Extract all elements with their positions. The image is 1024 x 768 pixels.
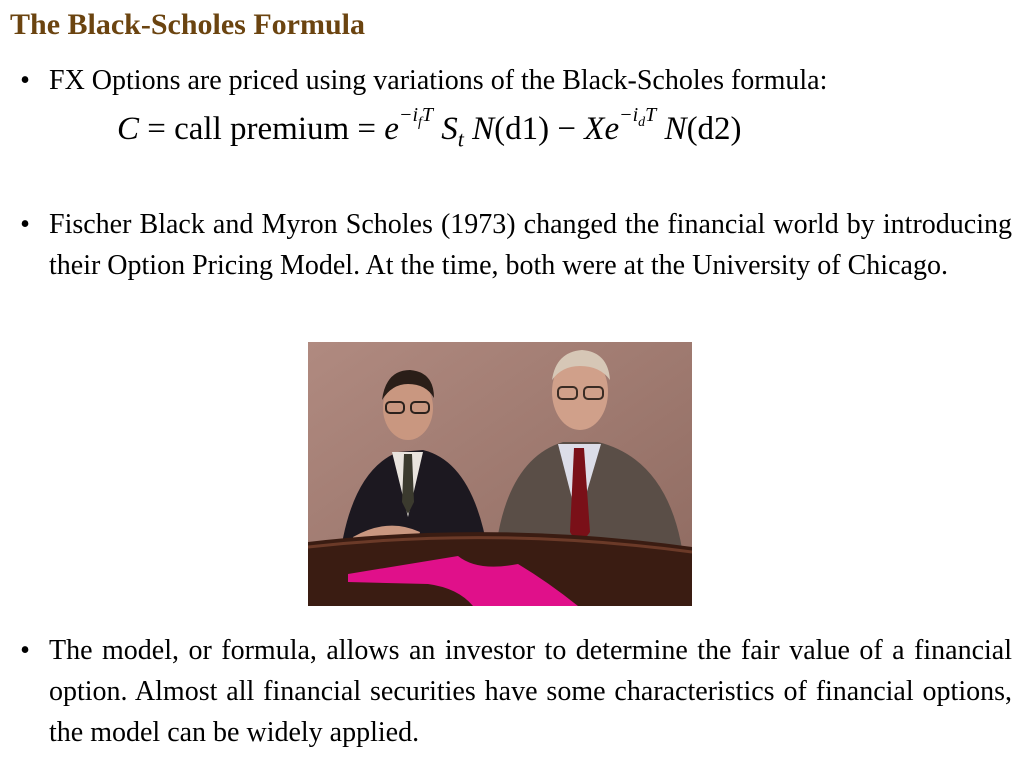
formula-e: e: [604, 111, 620, 147]
bullet-text-1: FX Options are priced using variations of the Black-Scholes formula:: [49, 65, 828, 96]
bullet-item-2: [10, 204, 1012, 286]
formula-n1: N: [472, 111, 495, 147]
formula-exponent-domestic: −idT: [619, 104, 657, 130]
formula-c: C: [117, 111, 140, 147]
formula-d2: (d2): [686, 111, 742, 147]
formula-strike: X: [584, 111, 605, 147]
formula-equals: =: [349, 111, 385, 147]
formula-equals: =: [139, 111, 175, 147]
formula-spot: S: [441, 111, 458, 147]
formula-d1: (d1): [494, 111, 550, 147]
bullet-item-3: [10, 630, 1012, 753]
bullet-text-2: Fischer Black and Myron Scholes (1973) changed the financial world by introducing their Option Pricing Model. At the time, both were at the University of Chicago.: [49, 209, 1012, 281]
bullet-marker: •: [20, 65, 30, 96]
formula-exponent-foreign: −ifT: [398, 104, 434, 130]
formula-e: e: [384, 111, 399, 147]
photo-illustration: [308, 342, 692, 606]
black-scholes-photo: [308, 342, 692, 606]
formula-call-premium: call premium: [174, 111, 350, 147]
bullet-marker: •: [20, 209, 30, 240]
bullet-item-1: [10, 60, 1012, 101]
bullet-text-3: The model, or formula, allows an investor to determine the fair value of a financial option. Almost all financial securities have some characteristics of financial options, the model can be widely applied.: [49, 635, 1012, 748]
bullet-marker: •: [20, 635, 30, 666]
slide-title: The Black-Scholes Formula: [10, 8, 366, 41]
black-scholes-formula: [117, 104, 742, 170]
formula-n2: N: [664, 111, 687, 147]
formula-minus: −: [549, 111, 585, 147]
formula-spot-subscript: t: [457, 126, 464, 152]
